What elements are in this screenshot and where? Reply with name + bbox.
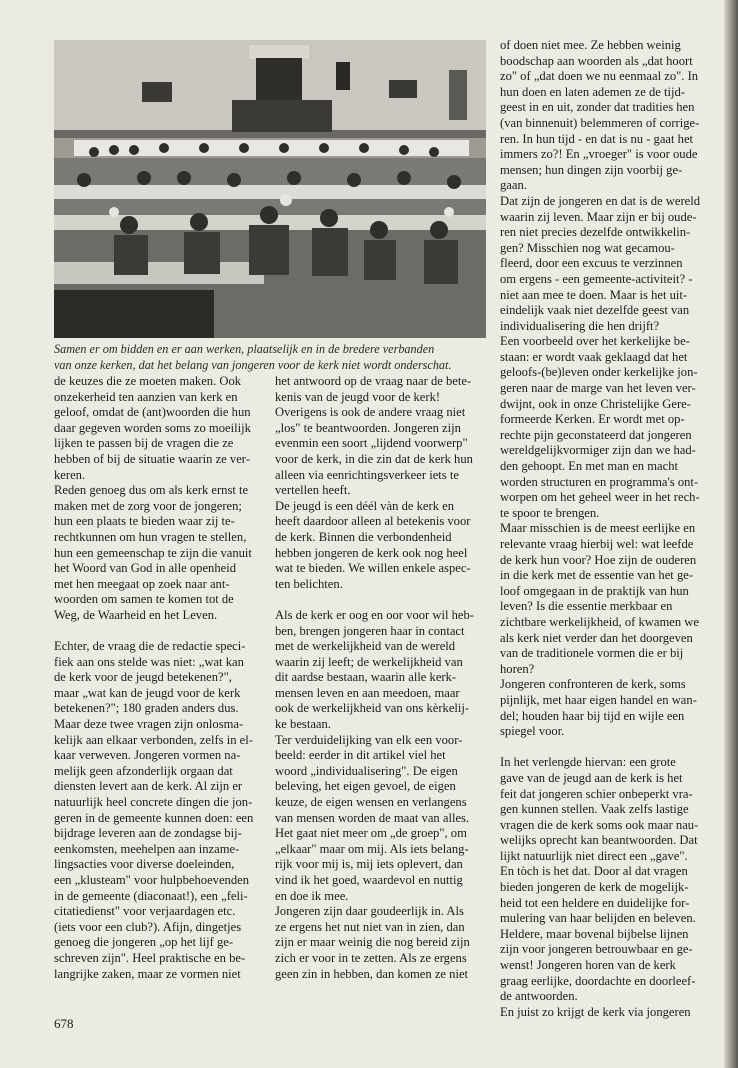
page-number: 678 [54, 1016, 74, 1031]
text-line: Heldere, maar bovenal bijbelse lijnen [500, 926, 689, 941]
caption-line: van onze kerken, dat het belang van jongeren voor de kerk niet wordt onderschat. [54, 358, 452, 372]
text-line: Een voorbeeld over het kerkelijke be- [500, 334, 690, 349]
text-line: met hen meegaat op zoek naar ant- [54, 576, 230, 591]
text-line: mulering van haar belijden en beleven. [500, 911, 696, 926]
text-line: fleerd, door een excuus te verzinnen [500, 256, 683, 271]
text-line: vragen die de kerk soms ook maar nau- [500, 817, 699, 832]
page-edge-shadow [724, 0, 738, 1068]
text-line: En tòch is het dat. Door al dat vragen [500, 864, 688, 879]
text-line: hun een plaats te bieden waar zij te- [54, 514, 235, 529]
text-line: of doen niet mee. Ze hebben weinig [500, 38, 681, 52]
text-line: ren niet precies dezelfde ontwikkelin- [500, 225, 691, 240]
text-line: zichtbare werkelijkheid, of kwamen we [500, 614, 699, 629]
text-line: ben, brengen jongeren haar in contact [275, 623, 465, 638]
text-line: hebben jongeren de kerk ook nog heel [275, 545, 468, 560]
text-line: langrijke zaken, maar ze vormen niet [54, 966, 241, 981]
text-line: horen? [500, 661, 535, 676]
text-line: de kerk hun voor? Hoe zijn de ouderen [500, 552, 697, 567]
text-line: lingsacties voor diverse doeleinden, [54, 857, 235, 872]
text-line: En juist zo krijgt de kerk via jongeren [500, 1004, 691, 1019]
text-column-2 [275, 374, 485, 982]
text-line: de antwoorden. [500, 989, 578, 1004]
text-line: met de werkelijkheid van de wereld [275, 639, 456, 654]
text-line: de kerk voor de jeugd betekenen?", [54, 670, 232, 685]
text-line: in de gemeente (diaconaat!), een „feli- [54, 888, 248, 903]
text-line: (iets voor een club?). Afijn, dingetjes [54, 919, 242, 934]
text-line: geloof, omdat de (ant)woorden die hun [54, 405, 251, 420]
text-line: Maar deze twee vragen zijn onlosma- [54, 717, 244, 732]
text-line: geest in en uit, zonder dat tradities hen [500, 100, 695, 115]
text-line: het Woord van God in alle openheid [54, 561, 237, 576]
paragraph-gap [500, 740, 722, 756]
text-line: rechtkunnen om hun vragen te stellen, [54, 529, 247, 544]
text-line: Overigens is ook de andere vraag niet [275, 405, 466, 420]
text-line: van de traditionele vormen die er bij [500, 646, 684, 661]
text-line: beleving, het eigen gevoel, de eigen [275, 779, 456, 794]
text-line: bijdrage leveren aan de zondagse bij- [54, 826, 242, 841]
text-line: wat te bieden. We willen enkele aspec- [275, 561, 471, 576]
text-line: Jongeren zijn daar goudeerlijk in. Als [275, 904, 464, 919]
text-line: niet aan mee te doen. Maar is het uit- [500, 287, 688, 302]
text-line: worpen om het geheel weer in het rech- [500, 490, 700, 505]
text-line: rijk voor mij is, mij iets oplevert, dan [275, 857, 463, 872]
text-line: Als de kerk er oog en oor voor wil heb- [275, 607, 474, 622]
text-line: wenst! Jongeren horen van de kerk [500, 958, 676, 973]
text-line: leven? Is die essentie merkbaar en [500, 599, 673, 614]
text-line: dwijnt, ook in onze Christelijke Gere- [500, 396, 691, 411]
text-line: pijnlijk, met haar eigen handel en wan- [500, 692, 697, 707]
text-line: lijken te passen bij de vragen die ze [54, 436, 234, 451]
text-line: kaar verweven. Jongeren vormen na- [54, 748, 241, 763]
text-line: spiegel voor. [500, 724, 565, 739]
text-line: maar „wat kan de jeugd voor de kerk [54, 685, 241, 700]
text-line: lijkt natuurlijk niet direct een „gave". [500, 848, 688, 863]
text-line: genoeg die jongeren „op het lijf ge- [54, 935, 234, 950]
text-line: waarin zij leven. Maar zijn er bij oude- [500, 209, 697, 224]
text-line: evenmin een soort „lijdend voorwerp" [275, 436, 468, 451]
text-line: Echter, de vraag die de redactie speci- [54, 639, 246, 654]
text-line: gaan. [500, 178, 527, 193]
text-line: Ter verduidelijking van elk een voor- [275, 732, 463, 747]
text-line: mensen; hun dingen zijn voorbij ge- [500, 162, 683, 177]
text-line: geloofs-(be)leven onder kerkelijke jon- [500, 365, 698, 380]
text-line: Het gaat niet meer om „de groep", om [275, 826, 467, 841]
text-line: zijn er maar weinig die nog bereid zijn [275, 935, 470, 950]
text-line: vertellen heeft. [275, 483, 351, 498]
meeting-photo [54, 40, 486, 338]
text-line: zo" of „dat doen we nu eenmaal zo". In [500, 69, 699, 84]
text-line: citatiedienst" voor verjaardagen etc. [54, 904, 236, 919]
text-line: waarin zij leeft; de werkelijkheid van [275, 654, 463, 669]
meeting-photo-illustration [54, 40, 486, 338]
text-line: keuze, de eigen wensen en verlangens [275, 795, 467, 810]
text-line: immers zo?! En „vroeger" is voor oude [500, 147, 698, 162]
text-line: den gehoopt. En met man en macht [500, 459, 679, 474]
text-line: loof omgegaan in de praktijk van hun [500, 583, 689, 598]
text-line: woorden om samen te komen tot de [54, 592, 234, 607]
text-line: geen zin in hebben, dan komen ze niet [275, 966, 469, 981]
text-line: „elkaar" maar om mij. Als iets belang- [275, 841, 469, 856]
text-line: „los" te beantwoorden. Jongeren zijn [275, 420, 461, 435]
text-line: graag eerlijke, doordachte en doorleef- [500, 973, 696, 988]
text-line: welijks oprecht kan beantwoorden. Dat [500, 833, 698, 848]
text-line: heid tot een heldere en duidelijke for- [500, 895, 690, 910]
text-line: van mensen worden de maat van alles. [275, 810, 470, 825]
text-line: keren. [54, 467, 86, 482]
text-line: melijk geen afzonderlijk orgaan dat [54, 763, 233, 778]
text-line: (van binnenuit) belemmeren of corrige- [500, 115, 700, 130]
text-line: De jeugd is een déél vàn de kerk en [275, 498, 455, 513]
text-line: In het verlengde hiervan: een grote [500, 755, 676, 770]
text-line: Weg, de Waarheid en het Leven. [54, 607, 218, 622]
text-line: ze ergens het nut niet van in zien, dan [275, 919, 465, 934]
text-line: worden structuren en programma's ont- [500, 474, 699, 489]
text-line: onzekerheid ten aanzien van kerk en [54, 389, 238, 404]
text-line: te spoor te brengen. [500, 505, 600, 520]
text-line: ten belichten. [275, 576, 343, 591]
text-line: de keuzes die ze moeten maken. Ook [54, 374, 242, 388]
text-line: het antwoord op de vraag naar de bete- [275, 374, 472, 388]
text-line: de kerk. Binnen die verbondenheid [275, 529, 452, 544]
text-line: woord „individualisering". De eigen [275, 763, 458, 778]
text-line: mensen leven en aan meedoen, maar [275, 685, 460, 700]
text-line: heeft daardoor alleen al betekenis voor [275, 514, 471, 529]
text-line: om ergens - een gemeente-activiteit? - [500, 271, 693, 286]
text-line: alleen via eenrichtingsverkeer iets te [275, 467, 459, 482]
text-line: boodschap aan woorden als „dat hoort [500, 53, 693, 68]
text-line: geren naar de marge van het leven ver- [500, 381, 696, 396]
text-line: kelijk aan elkaar verbonden, zelfs in el- [54, 732, 253, 747]
text-line: een „klusteam" voor hulpbehoevenden [54, 873, 250, 887]
text-column-3 [500, 38, 722, 1020]
text-line: rechte pijn geconstateerd dat jongeren [500, 427, 692, 442]
text-line: hun een gemeenschap te zijn die vanuit [54, 545, 252, 560]
text-line: Maar misschien is de meest eerlijke en [500, 521, 696, 536]
text-line: zich er voor in te zetten. Als ze ergens [275, 950, 467, 965]
text-line: maken met de zorg voor de jongeren; [54, 498, 242, 513]
text-line: voor de kerk, in die zin dat de kerk hun [275, 451, 473, 466]
text-line: individualisering die hen drijft? [500, 318, 660, 333]
text-line: daar gegeven worden soms zo moeilijk [54, 420, 251, 435]
text-line: gen? Misschien nog wat gecamou- [500, 240, 675, 255]
text-line: bieden jongeren de kerk de mogelijk- [500, 880, 689, 895]
text-line: Reden genoeg dus om als kerk ernst te [54, 483, 249, 498]
text-line: formeerde Kerken. Er wordt met op- [500, 412, 685, 427]
text-line: eindelijk vaak niet dezelfde geest van [500, 303, 690, 318]
text-line: vind ik het goed, waardevol en nuttig [275, 873, 463, 887]
text-line: fiek aan ons stelde was niet: „wat kan [54, 654, 244, 669]
text-line: dit aardse bestaan, waarin alle kerk- [275, 670, 457, 685]
text-line: feit dat jongeren schier onbeperkt vra- [500, 786, 693, 801]
paragraph-gap [275, 592, 485, 608]
text-line: ke bestaan. [275, 717, 331, 732]
text-line: hun doen en laten ademen ze de tijd- [500, 84, 685, 99]
text-line: eenkomsten, meehelpen aan inzame- [54, 841, 240, 856]
text-line: in die kerk met de essentie van het ge- [500, 568, 694, 583]
text-line: kenis van de jeugd voor de kerk! [275, 389, 441, 404]
text-line: betekenen?"; 180 graden anders dus. [54, 701, 239, 716]
text-line: relevante vraag hierbij wel: wat leefde [500, 537, 694, 551]
caption-line: Samen er om bidden en er aan werken, plaatselijk en in de bredere verbanden [54, 342, 435, 356]
text-line: ren. In hun tijd - en dat is nu - gaat het [500, 131, 694, 146]
text-line: beeld: eerder in dit artikel viel het [275, 748, 446, 763]
text-line: geren in de gemeente kunnen doen: een [54, 810, 254, 825]
text-line: gave van de jeugd aan de kerk is het [500, 770, 683, 785]
text-line: wereldgelijkvormiger zijn dan we had- [500, 443, 696, 458]
text-line: zijn voor jongeren betrouwbaar en ge- [500, 942, 693, 957]
text-line: hebben of bij de situatie waarin ze ver- [54, 451, 250, 466]
photo-caption [54, 341, 494, 373]
text-line: Dat zijn de jongeren en dat is de wereld [500, 193, 701, 208]
text-line: diensten levert aan de kerk. Al zijn er [54, 779, 243, 794]
text-line: natuurlijk heel concrete dingen die jon- [54, 795, 253, 810]
text-line: del; houden haar bij tijd en wijle een [500, 708, 685, 723]
text-line: en doe ik mee. [275, 888, 349, 903]
text-line: Jongeren confronteren de kerk, soms [500, 677, 686, 692]
text-line: schreven zijn". Heel praktische en be- [54, 950, 246, 965]
text-line: gen kunnen stellen. Vaak zelfs lastige [500, 802, 689, 817]
paragraph-gap [54, 624, 264, 640]
text-line: staan: er wordt vaak geklaagd dat het [500, 349, 688, 364]
text-column-1 [54, 374, 264, 982]
text-line: ook de werkelijkheid van ons kèrkelij- [275, 701, 470, 716]
text-line: als kerk niet verder dan het doorgeven [500, 630, 693, 645]
